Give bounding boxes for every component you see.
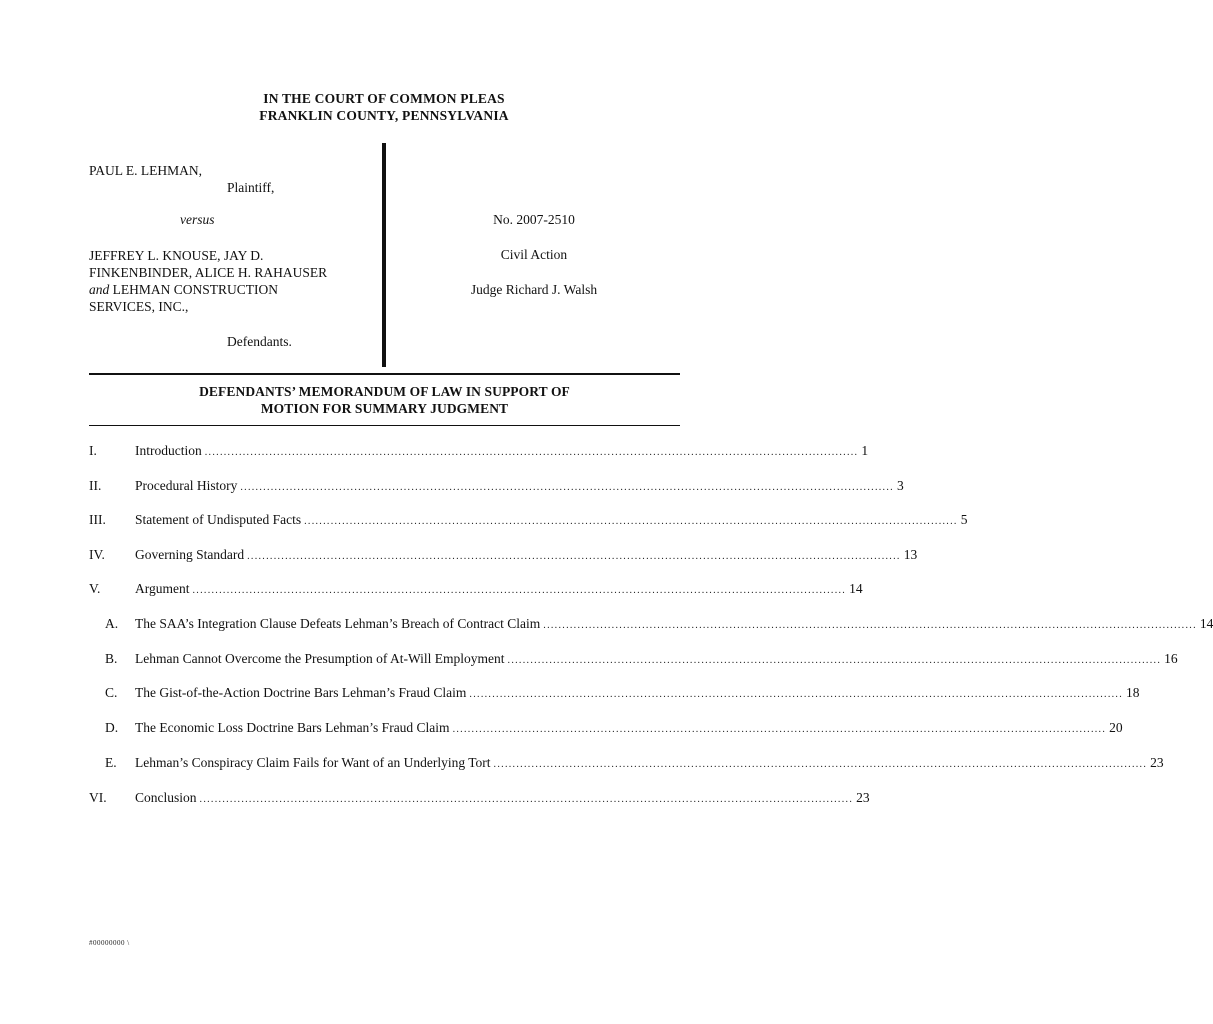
toc-title: Introduction	[135, 443, 202, 458]
toc-entry-argument-b	[89, 651, 1178, 669]
defendants-line-3	[89, 282, 278, 298]
toc-title: Statement of Undisputed Facts	[135, 512, 302, 527]
toc-page-number: 3	[896, 478, 904, 493]
toc-leader-dots: ............................................................................................................................................................................	[543, 620, 1197, 631]
toc-leader-dots: ............................................................................................................................................................................	[507, 655, 1162, 666]
toc-page-number: 14	[1199, 616, 1213, 631]
toc-entry-argument-a	[89, 616, 1213, 634]
toc-entry-argument-d	[89, 720, 1123, 738]
toc-leader-dots: ............................................................................................................................................................................	[493, 759, 1148, 770]
court-name: IN THE COURT OF COMMON PLEAS	[263, 91, 505, 106]
toc-entry-conclusion	[89, 790, 870, 808]
toc-entry-argument-c	[89, 685, 1140, 703]
document-id: #00000000 \	[89, 939, 130, 947]
toc-title: The Economic Loss Doctrine Bars Lehman’s Fraud Claim	[135, 720, 450, 735]
toc-page-number: 5	[960, 512, 968, 527]
toc-number: B.	[105, 651, 118, 666]
defendants-line-3-rest: LEHMAN CONSTRUCTION	[112, 282, 278, 297]
toc-title: Lehman’s Conspiracy Claim Fails for Want of an Underlying Tort	[135, 755, 491, 770]
toc-page-number: 20	[1109, 720, 1123, 735]
plaintiff-name: PAUL E. LEHMAN,	[89, 163, 203, 178]
action-type: Civil Action	[500, 247, 568, 262]
toc-entry-introduction	[89, 443, 869, 461]
toc-number: V.	[89, 581, 101, 596]
toc-number: D.	[105, 720, 119, 735]
toc-title: Argument	[135, 581, 190, 596]
memo-title-line-1: DEFENDANTS’ MEMORANDUM OF LAW IN SUPPORT OF	[199, 384, 570, 399]
toc-title: Lehman Cannot Overcome the Presumption of At-Will Employment	[135, 651, 505, 666]
toc-entry-governing-standard	[89, 547, 918, 565]
plaintiff-role: Plaintiff,	[227, 180, 275, 195]
toc-page-number: 13	[903, 547, 918, 562]
toc-page-number: 18	[1126, 685, 1140, 700]
toc-entry-statement-of-facts	[89, 512, 968, 530]
toc-entry-procedural-history	[89, 478, 904, 496]
caption-divider	[382, 143, 386, 367]
defendants-role: Defendants.	[227, 334, 292, 349]
toc-entry-argument-e	[89, 755, 1164, 773]
toc-leader-dots: ............................................................................................................................................................................	[469, 689, 1124, 700]
toc-leader-dots: ............................................................................................................................................................................	[452, 724, 1107, 735]
toc-title: Governing Standard	[135, 547, 245, 562]
toc-leader-dots: ............................................................................................................................................................................	[240, 482, 894, 493]
toc-page-number: 23	[856, 790, 870, 805]
toc-page-number: 23	[1150, 755, 1164, 770]
toc-title: Procedural History	[135, 478, 238, 493]
toc-number: IV.	[89, 547, 105, 562]
top-rule	[89, 373, 680, 375]
defendants-and: and	[89, 282, 110, 297]
toc-number: E.	[105, 755, 117, 770]
toc-page-number: 1	[861, 443, 869, 458]
court-county: FRANKLIN COUNTY, PENNSYLVANIA	[259, 108, 509, 123]
defendants-line-2: FINKENBINDER, ALICE H. RAHAUSER	[89, 265, 328, 280]
toc-page-number: 16	[1164, 651, 1178, 666]
toc-title: The SAA’s Integration Clause Defeats Lehman’s Breach of Contract Claim	[135, 616, 541, 631]
toc-entry-argument	[89, 581, 863, 599]
toc-leader-dots: ............................................................................................................................................................................	[247, 551, 901, 562]
toc-number: C.	[105, 685, 118, 700]
toc-number: VI.	[89, 790, 107, 805]
toc-leader-dots: ............................................................................................................................................................................	[204, 447, 859, 458]
toc-number: III.	[89, 512, 106, 527]
toc-title: The Gist-of-the-Action Doctrine Bars Lehman’s Fraud Claim	[135, 685, 467, 700]
toc-leader-dots: ............................................................................................................................................................................	[199, 794, 854, 805]
toc-leader-dots: ............................................................................................................................................................................	[192, 585, 847, 596]
versus-label: versus	[180, 212, 215, 227]
memo-title-line-2: MOTION FOR SUMMARY JUDGMENT	[260, 401, 509, 416]
toc-number: I.	[89, 443, 97, 458]
defendants-line-4: SERVICES, INC.,	[89, 299, 189, 314]
toc-leader-dots: ............................................................................................................................................................................	[304, 516, 958, 527]
toc-number: A.	[105, 616, 119, 631]
toc-title: Conclusion	[135, 790, 197, 805]
defendants-line-1: JEFFREY L. KNOUSE, JAY D.	[89, 248, 264, 263]
bottom-rule	[89, 425, 680, 426]
toc-number: II.	[89, 478, 102, 493]
toc-page-number: 14	[849, 581, 863, 596]
case-number: No. 2007-2510	[493, 212, 575, 227]
judge-name: Judge Richard J. Walsh	[470, 282, 598, 297]
